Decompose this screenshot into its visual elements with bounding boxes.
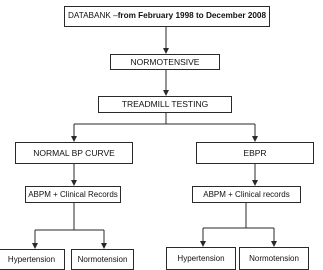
databank-box xyxy=(64,6,270,27)
right-hypertension-label: Hypertension xyxy=(177,253,225,263)
normal-bp-curve-box xyxy=(15,142,133,164)
left-hypertension-label: Hypertension xyxy=(7,254,56,264)
left-normotension-label: Normotension xyxy=(77,254,128,264)
right-abpm-records-label: ABPM + Clinical records xyxy=(203,189,290,199)
normal-bp-curve-label: NORMAL BP CURVE xyxy=(33,147,115,158)
ebpr-box xyxy=(196,142,314,164)
normotensive-label: NORMOTENSIVE xyxy=(130,56,200,67)
databank-label: DATABANK – xyxy=(67,11,118,21)
left-hypertension-box xyxy=(0,249,65,270)
treadmill-testing-box xyxy=(98,96,232,113)
treadmill-testing-label: TREADMILL TESTING xyxy=(121,99,209,110)
left-abpm-records-box xyxy=(25,186,121,203)
right-abpm-records-box xyxy=(192,186,301,203)
normotensive-box xyxy=(110,54,220,70)
ebpr-label: EBPR xyxy=(243,147,267,158)
right-normotension-box xyxy=(239,247,309,270)
right-normotension-label: Normotension xyxy=(249,253,299,263)
right-hypertension-box xyxy=(166,247,236,270)
left-normotension-box xyxy=(71,249,134,270)
left-abpm-records-label: ABPM + Clinical Records xyxy=(28,189,118,199)
databank-date-range: from February 1998 to December 2008 xyxy=(117,11,267,21)
